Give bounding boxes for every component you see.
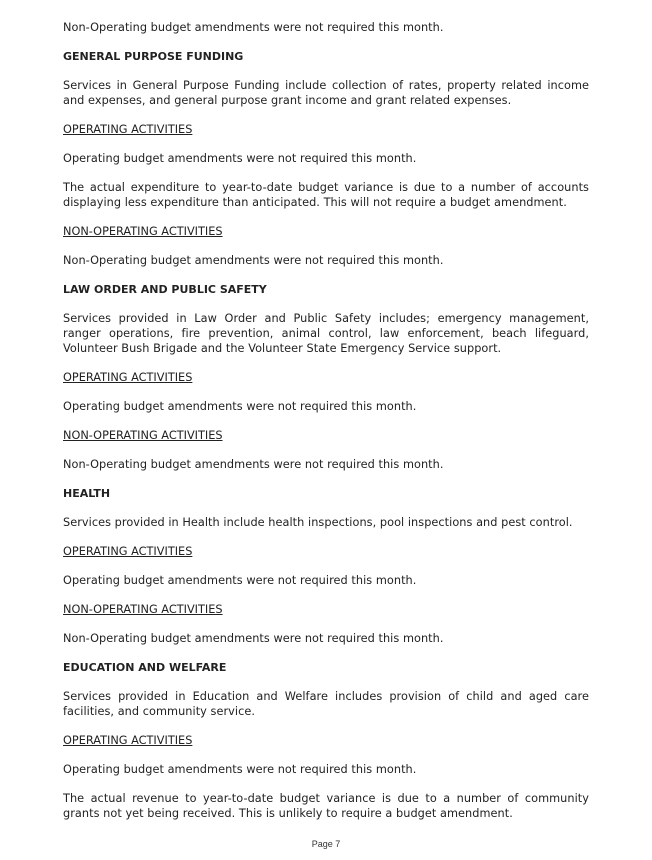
section-heading: LAW ORDER AND PUBLIC SAFETY bbox=[63, 283, 267, 296]
subheading: OPERATING ACTIVITIES bbox=[63, 371, 193, 384]
paragraph: Operating budget amendments were not required this month. bbox=[63, 574, 417, 587]
subheading: OPERATING ACTIVITIES bbox=[63, 734, 193, 747]
paragraph: The actual revenue to year-to-date budget variance is due to a number of community grants not yet being received. This is unlikely to require a budget amendment. bbox=[63, 792, 589, 820]
paragraph: Services provided in Law Order and Public Safety includes; emergency management, ranger operations, fire prevention, animal control, law enforcement, beach lifeguard, Volunteer Bush Brigade and the Volunteer State Emergency Service support. bbox=[63, 312, 589, 355]
paragraph: Services provided in Health include health inspections, pool inspections and pest control. bbox=[63, 516, 573, 529]
subheading: NON-OPERATING ACTIVITIES bbox=[63, 603, 223, 616]
page-number: Page 7 bbox=[311, 839, 341, 849]
section-heading: GENERAL PURPOSE FUNDING bbox=[63, 50, 244, 63]
section-heading: HEALTH bbox=[63, 487, 111, 500]
paragraph: Non-Operating budget amendments were not required this month. bbox=[63, 21, 444, 34]
paragraph: Services in General Purpose Funding include collection of rates, property related income and expenses, and general purpose grant income and grant related expenses. bbox=[63, 79, 589, 107]
subheading: OPERATING ACTIVITIES bbox=[63, 545, 193, 558]
paragraph: Operating budget amendments were not required this month. bbox=[63, 400, 417, 413]
subheading: OPERATING ACTIVITIES bbox=[63, 123, 193, 136]
paragraph: Operating budget amendments were not required this month. bbox=[63, 152, 417, 165]
paragraph: Non-Operating budget amendments were not required this month. bbox=[63, 632, 444, 645]
page-content bbox=[63, 20, 589, 835]
subheading: NON-OPERATING ACTIVITIES bbox=[63, 429, 223, 442]
paragraph: Non-Operating budget amendments were not required this month. bbox=[63, 254, 444, 267]
paragraph: Non-Operating budget amendments were not required this month. bbox=[63, 458, 444, 471]
paragraph: Services provided in Education and Welfare includes provision of child and aged care facilities, and community service. bbox=[63, 690, 589, 718]
subheading: NON-OPERATING ACTIVITIES bbox=[63, 225, 223, 238]
section-heading: EDUCATION AND WELFARE bbox=[63, 661, 227, 674]
paragraph: Operating budget amendments were not required this month. bbox=[63, 763, 417, 776]
paragraph: The actual expenditure to year-to-date budget variance is due to a number of accounts displaying less expenditure than anticipated. This will not require a budget amendment. bbox=[63, 181, 589, 209]
